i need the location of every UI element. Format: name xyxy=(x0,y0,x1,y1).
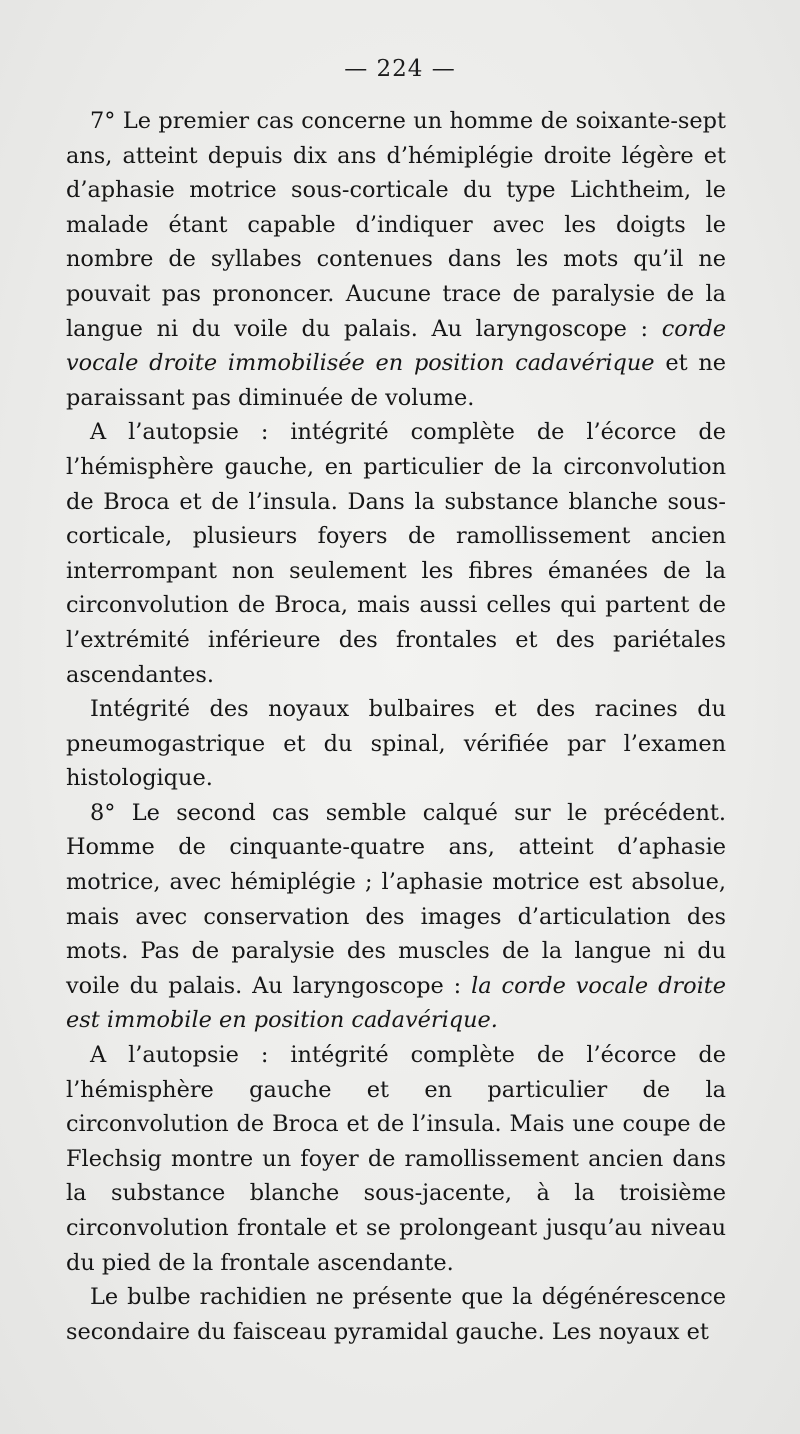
text-run: A l’autopsie : intégrité complète de l’écorce de l’hémisphère gauche, en particulier de la circonvolution de Broca et de l’insula. Dans la substance blanche sous-corticale, plusieurs foyers de ramollissement ancien interrompant non seulement les fibres émanées de la circonvolution de Broca, mais aussi celles qui partent de l’extrémité inférieure des frontales et des pariétales ascendantes. xyxy=(66,419,726,688)
paragraph-autopsy-8 xyxy=(66,1038,726,1280)
italic-text-run: corde vocale droite immobilisée en position cadavérique xyxy=(66,315,726,377)
text-run: 7° Le premier cas concerne un homme de soixante-sept ans, atteint depuis dix ans d’hémiplégie droite légère et d’aphasie motrice sous-corticale du type Lichtheim, le malade étant capable d’indiquer avec les doigts le nombre de syllabes contenues dans les mots qu’il ne pouvait pas prononcer. Aucune trace de paralysie de la langue ni du voile du palais. Au laryngoscope : xyxy=(66,108,726,342)
text-run: Intégrité des noyaux bulbaires et des racines du pneumogastrique et du spinal, vérifiée par l’examen histologique. xyxy=(66,696,726,792)
italic-text-run: la corde vocale droite est immobile en position cadavérique. xyxy=(66,972,726,1034)
paragraph-autopsy-7 xyxy=(66,415,726,692)
paragraph-bulb-8 xyxy=(66,1280,726,1349)
text-run: et ne paraissant pas diminuée de volume. xyxy=(66,350,726,411)
text-run: 8° Le second cas semble calqué sur le précédent. Homme de cinquante-quatre ans, atteint d’aphasie motrice, avec hémiplégie ; l’aphasie motrice est absolue, mais avec conservation des images d’articulation des mots. Pas de paralysie des muscles de la langue ni du voile du palais. Au laryngoscope : xyxy=(66,799,726,999)
paragraph-case-7 xyxy=(66,104,726,415)
text-run: A l’autopsie : intégrité complète de l’écorce de l’hémisphère gauche et en particulier de la circonvolution de Broca et de l’insula. Mais une coupe de Flechsig montre un foyer de ramollissement ancien dans la substance blanche sous-jacente, à la troisième circonvolution frontale et se prolongeant jusqu’au niveau du pied de la frontale ascendante. xyxy=(66,1042,726,1276)
paragraph-case-8 xyxy=(66,796,726,1038)
text-run: Le bulbe rachidien ne présente que la dégénérescence secondaire du faisceau pyramidal gauche. Les noyaux et xyxy=(66,1284,726,1345)
page-number: — 224 — xyxy=(344,56,456,82)
paragraph-integrity-7 xyxy=(66,692,726,796)
body-text xyxy=(66,104,726,1349)
